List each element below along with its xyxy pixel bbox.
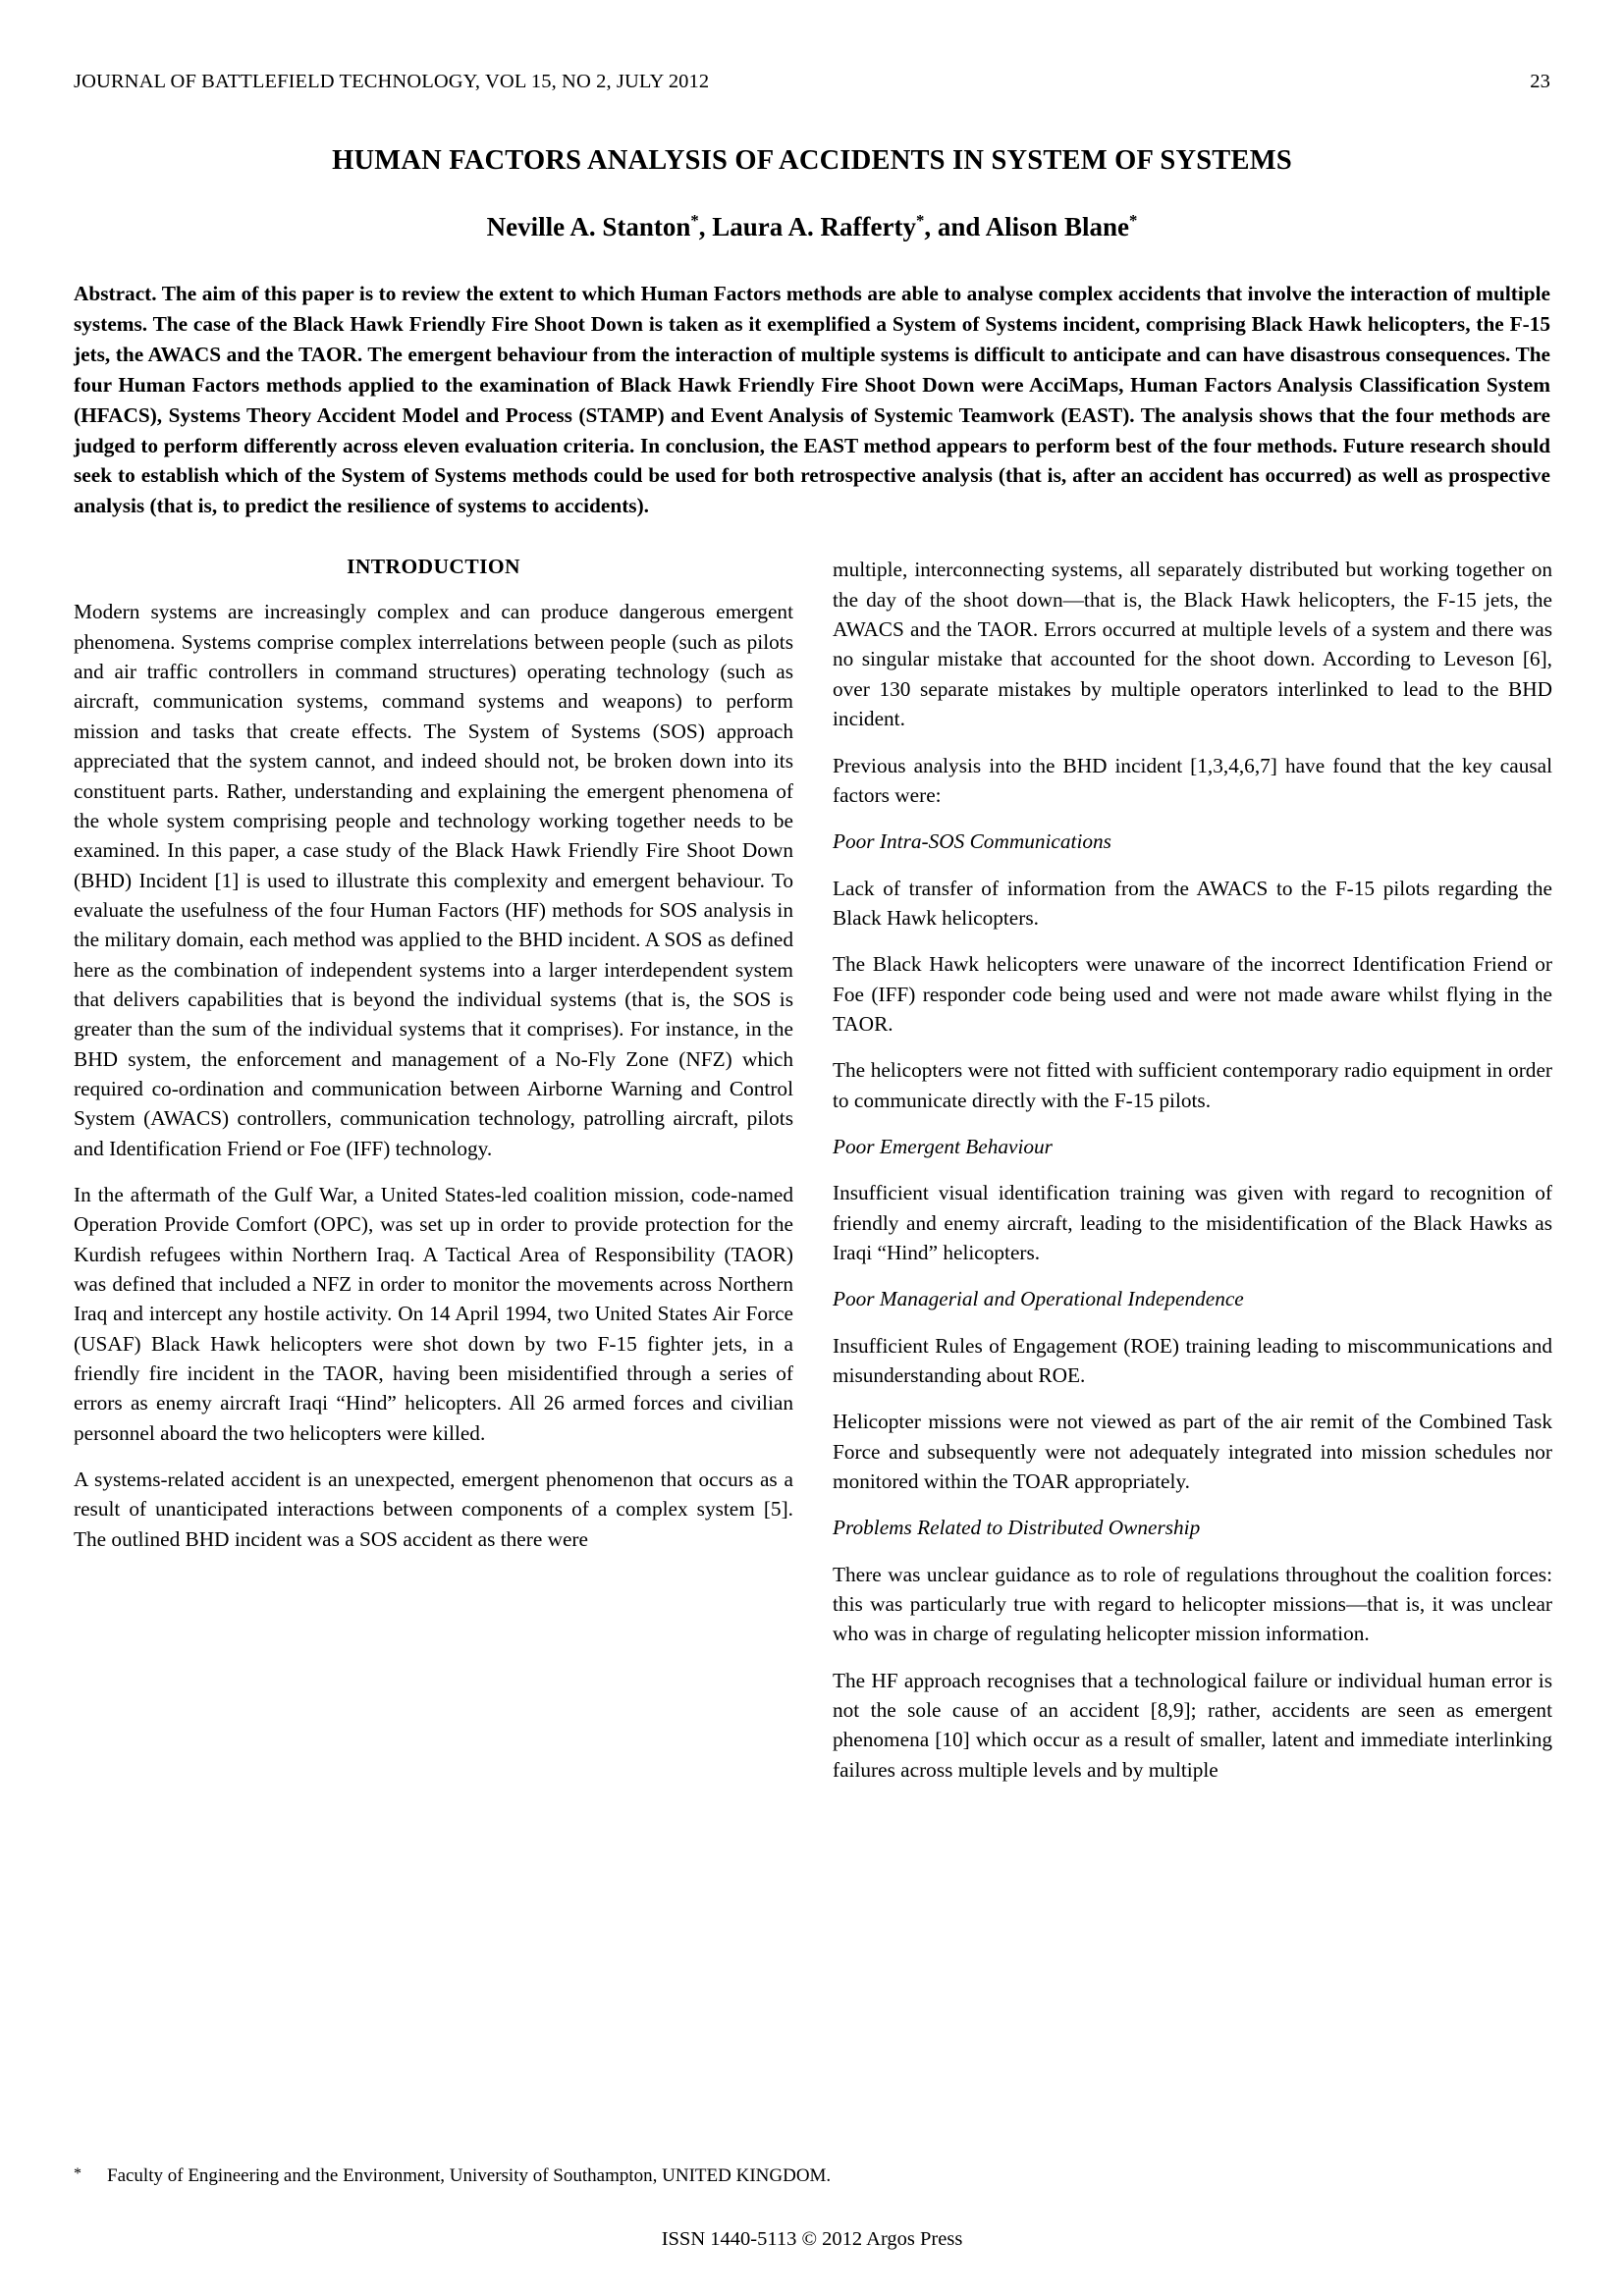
subsection-heading: Poor Emergent Behaviour [833, 1134, 1053, 1158]
page-title: HUMAN FACTORS ANALYSIS OF ACCIDENTS IN SYSTEM OF SYSTEMS [332, 145, 1292, 176]
paragraph: Insufficient visual identification training was given with regard to recognition of friendly and enemy aircraft, leading to the misidentification of the Black Hawks as Iraqi “Hind” helicopters. [833, 1181, 1552, 1264]
paragraph: There was unclear guidance as to role of regulations throughout the coalition forces: this was particularly true with regard to helicopter missions—that is, it was unclear who was in charge of regulating helicopter mission information. [833, 1562, 1552, 1646]
footnote-text: Faculty of Engineering and the Environment, University of Southampton, UNITED KINGDOM. [107, 2165, 832, 2187]
abstract-text: Abstract. The aim of this paper is to review the extent to which Human Factors methods are able to analyse complex accidents that involve the interaction of multiple systems. The case of the Black Hawk Friendly Fire Shoot Down is taken as it exemplified a System of Systems incident, comprising Black Hawk helicopters, the F-15 jets, the AWACS and the TAOR. The emergent behaviour from the interaction of multiple systems is difficult to anticipate and can have disastrous consequences. The four Human Factors methods applied to the examination of Black Hawk Friendly Fire Shoot Down were AcciMaps, Human Factors Analysis Classification System (HFACS), Systems Theory Accident Model and Process (STAMP) and Event Analysis of Systemic Teamwork (EAST). The analysis shows that the four methods are judged to perform differently across eleven evaluation criteria. In conclusion, the EAST method appears to perform best of the four methods. Future research should seek to establish which of the System of Systems methods could be used for both retrospective analysis (that is, after an accident has occurred) as well as prospective analysis (that is, to predict the resilience of systems to accidents). [74, 281, 1550, 518]
author-name-2: Laura A. Rafferty [712, 212, 916, 242]
paragraph: Modern systems are increasingly complex and can produce dangerous emergent phenomena. Systems comprise complex interrelations between people (such as pilots and air traffic controllers in command structures) operating technology (such as aircraft, communication systems, command systems and weapons) to perform mission and tasks that create effects. The System of Systems (SOS) approach appreciated that the system cannot, and indeed should not, be broken down into its constituent parts. Rather, understanding and explaining the emergent phenomena of the whole system comprising people and technology working together needs to be examined. In this paper, a case study of the Black Hawk Friendly Fire Shoot Down (BHD) Incident [1] is used to illustrate this complexity and emergent behaviour. To evaluate the usefulness of the four Human Factors (HF) methods for SOS analysis in the military domain, each method was applied to the BHD incident. A SOS as defined here as the combination of independent systems into a larger interdependent system that delivers capabilities that is beyond the individual systems (that is, the SOS is greater than the sum of the individual systems that it comprises). For instance, in the BHD system, the enforcement and management of a No-Fly Zone (NFZ) which required co-ordination and communication between Airborne Warning and Control System (AWACS) controllers, communication technology, patrolling aircraft, pilots and Identification Friend or Foe (IFF) technology. [74, 600, 793, 1160]
running-head [74, 71, 1550, 93]
page-number: 23 [1530, 71, 1550, 92]
author-footnote-marker-2: * [916, 211, 925, 231]
paragraph: Lack of transfer of information from the AWACS to the F-15 pilots regarding the Black Hawk helicopters. [833, 876, 1552, 930]
paragraph: The Black Hawk helicopters were unaware of the incorrect Identification Friend or Foe (IFF) responder code being used and were not made aware whilst flying in the TAOR. [833, 952, 1552, 1036]
author-name-1: Neville A. Stanton [486, 212, 691, 242]
body-columns [74, 555, 1550, 1801]
paragraph: Insufficient Rules of Engagement (ROE) training leading to miscommunications and misunderstanding about ROE. [833, 1333, 1552, 1388]
subsection-heading: Problems Related to Distributed Ownership [833, 1516, 1201, 1540]
author-separator-2: , and [924, 212, 986, 242]
journal-citation-line: JOURNAL OF BATTLEFIELD TECHNOLOGY, VOL 15, NO 2, JULY 2012 [74, 71, 710, 92]
author-footnote-marker-3: * [1128, 211, 1138, 231]
paragraph: multiple, interconnecting systems, all separately distributed but working together on the day of the shoot down—that is, the Black Hawk helicopters, the F-15 jets, the AWACS and the TAOR. Errors occurred at multiple levels of a system and there was no singular mistake that accounted for the shoot down. According to Leveson [6], over 130 separate mistakes by multiple operators interlinked to lead to the BHD incident. [833, 558, 1552, 731]
affiliation-footnote [74, 2154, 1550, 2189]
author-separator-1: , [698, 212, 713, 242]
paragraph: The HF approach recognises that a technological failure or individual human error is not the sole cause of an accident [8,9]; rather, accidents are seen as emergent phenomena [10] which occur as a result of smaller, latent and immediate interlinking failures across multiple levels and by multiple [833, 1668, 1552, 1782]
author-name-3: Alison Blane [985, 212, 1129, 242]
right-column [833, 555, 1552, 1801]
paragraph: A systems-related accident is an unexpected, emergent phenomenon that occurs as a result of unanticipated interactions between components of a complex system [5]. The outlined BHD incident was a SOS accident as there were [74, 1468, 793, 1551]
section-heading-introduction: INTRODUCTION [347, 555, 520, 579]
paragraph: Previous analysis into the BHD incident [1,3,4,6,7] have found that the key causal factors were: [833, 753, 1552, 807]
issn-colophon: ISSN 1440-5113 © 2012 Argos Press [661, 2228, 963, 2250]
footnote-marker: * [74, 2165, 81, 2183]
author-list [74, 211, 1550, 242]
paragraph: Helicopter missions were not viewed as part of the air remit of the Combined Task Force and subsequently were not adequately integrated into mission schedules nor monitored within the TOAR appropriately. [833, 1410, 1552, 1494]
paragraph: In the aftermath of the Gulf War, a United States-led coalition mission, code-named Operation Provide Comfort (OPC), was set up in order to provide protection for the Kurdish refugees within Northern Iraq. A Tactical Area of Responsibility (TAOR) was defined that included a NFZ in order to monitor the movements across Northern Iraq and intercept any hostile activity. On 14 April 1994, two United States Air Force (USAF) Black Hawk helicopters were shot down by two F-15 fighter jets, in a friendly fire incident in the TAOR, having been misidentified through a series of errors as enemy aircraft Iraqi “Hind” helicopters. All 26 armed forces and civilian personnel aboard the two helicopters were killed. [74, 1182, 793, 1445]
subsection-heading: Poor Intra-SOS Communications [833, 829, 1111, 854]
paragraph: The helicopters were not fitted with sufficient contemporary radio equipment in order to communicate directly with the F-15 pilots. [833, 1058, 1552, 1112]
author-footnote-marker-1: * [690, 211, 699, 231]
subsection-heading: Poor Managerial and Operational Independence [833, 1287, 1244, 1311]
left-column [74, 555, 793, 1571]
page-footer [74, 2154, 1550, 2296]
